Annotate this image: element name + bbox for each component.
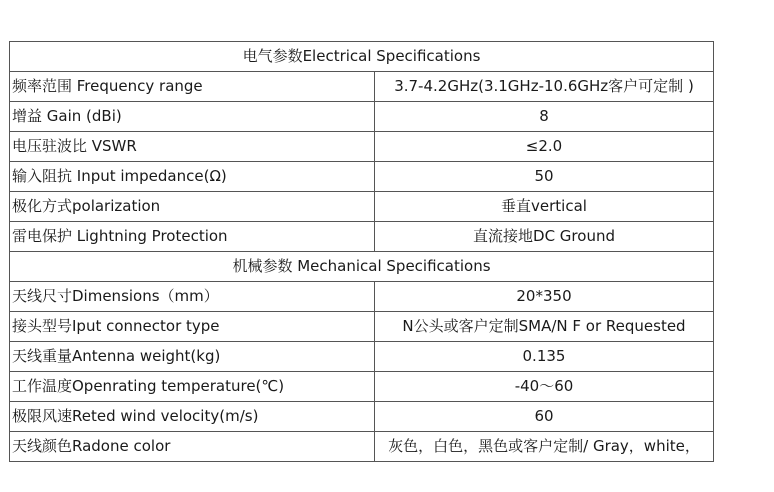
row-label: 频率范围 Frequency range [10,72,375,102]
row-value: 灰色，白色，黑色或客户定制/ Gray，white， [375,432,714,462]
row-value: 8 [375,102,714,132]
row-value: 20*350 [375,282,714,312]
row-label: 极限风速Reted wind velocity(m/s) [10,402,375,432]
row-label: 雷电保护 Lightning Protection [10,222,375,252]
table-row [10,372,714,402]
row-value: 50 [375,162,714,192]
row-label: 电压驻波比 VSWR [10,132,375,162]
row-value: 直流接地DC Ground [375,222,714,252]
row-value: -40～60 [375,372,714,402]
row-value: ≤2.0 [375,132,714,162]
electrical-header-row [10,42,714,72]
row-label: 工作温度Openrating temperature(℃) [10,372,375,402]
table-row [10,222,714,252]
table-row [10,102,714,132]
table-row [10,342,714,372]
mechanical-specifications-header: 机械参数 Mechanical Specifications [10,252,714,282]
row-value: 60 [375,402,714,432]
row-label: 天线尺寸Dimensions（mm） [10,282,375,312]
table-row [10,162,714,192]
row-label: 极化方式polarization [10,192,375,222]
row-value: N公头或客户定制SMA/N F or Requested [375,312,714,342]
table-row [10,312,714,342]
row-label: 增益 Gain (dBi) [10,102,375,132]
row-label: 输入阻抗 Input impedance(Ω) [10,162,375,192]
row-label: 天线颜色Radone color [10,432,375,462]
row-label: 天线重量Antenna weight(kg) [10,342,375,372]
electrical-specifications-header: 电气参数Electrical Specifications [10,42,714,72]
row-value: 垂直vertical [375,192,714,222]
specifications-table [9,41,714,462]
row-label: 接头型号Iput connector type [10,312,375,342]
row-value: 3.7-4.2GHz(3.1GHz-10.6GHz客户可定制 ) [375,72,714,102]
mechanical-header-row [10,252,714,282]
table-row [10,192,714,222]
table-row [10,132,714,162]
table-row [10,402,714,432]
table-row [10,72,714,102]
table-row [10,432,714,462]
table-row [10,282,714,312]
row-value: 0.135 [375,342,714,372]
